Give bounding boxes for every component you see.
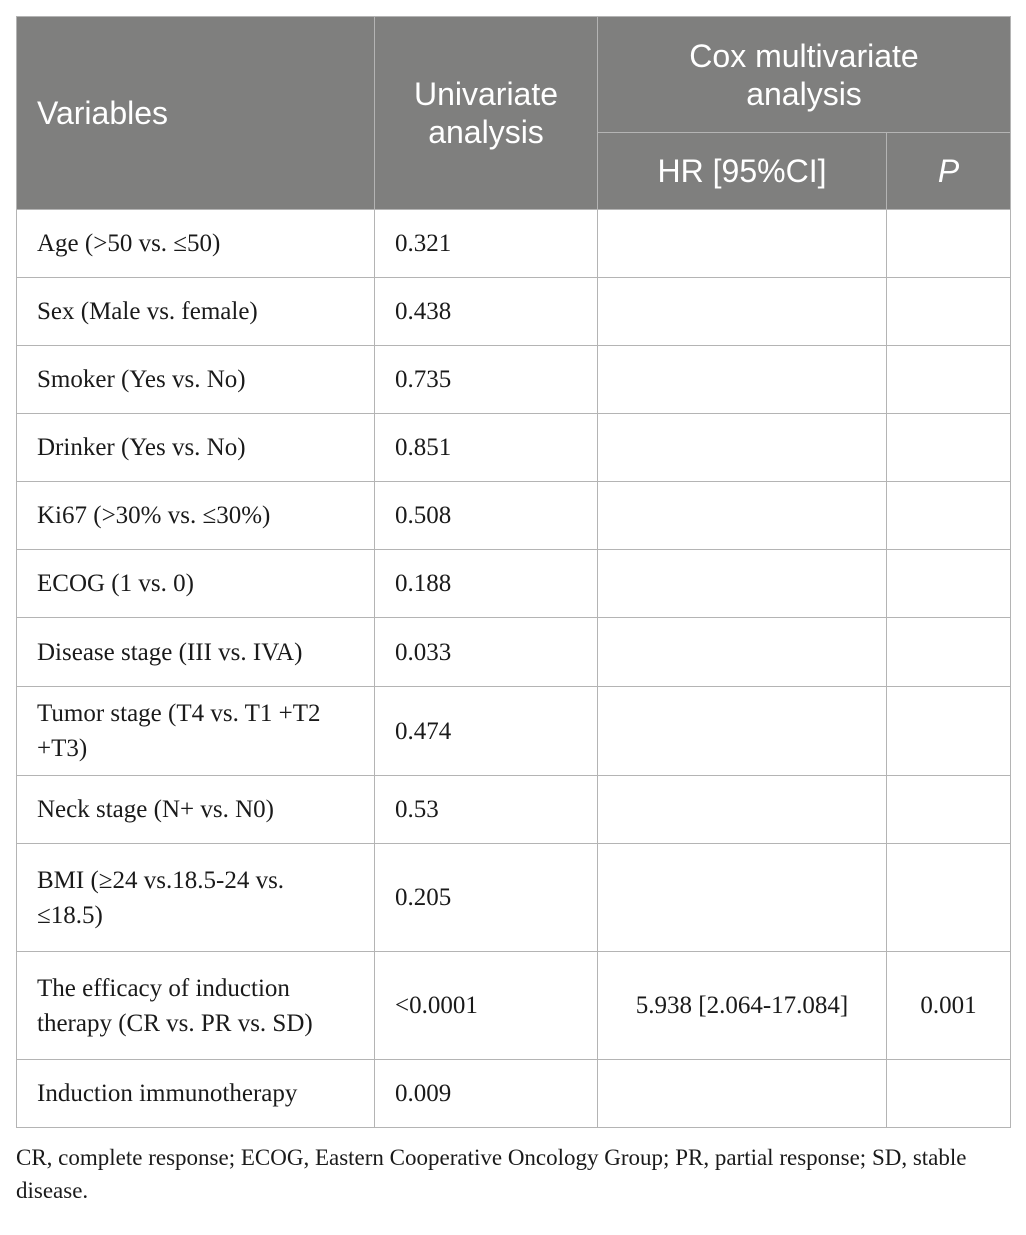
cell-hr xyxy=(598,618,887,687)
header-hr: HR [95%CI] xyxy=(598,133,887,210)
cell-p xyxy=(887,687,1011,776)
cell-variable: Tumor stage (T4 vs. T1 +T2 +T3) xyxy=(17,687,375,776)
cell-variable: The efficacy of induction therapy (CR vs. PR vs. SD) xyxy=(17,952,375,1060)
cell-hr xyxy=(598,1060,887,1128)
cell-variable: Induction immunotherapy xyxy=(17,1060,375,1128)
cell-univariate: 0.009 xyxy=(375,1060,598,1128)
header-cox xyxy=(598,17,1011,133)
cell-p xyxy=(887,776,1011,844)
cell-univariate: 0.851 xyxy=(375,414,598,482)
table-row xyxy=(17,210,1011,278)
cell-hr xyxy=(598,346,887,414)
cell-hr xyxy=(598,550,887,618)
cell-variable: Sex (Male vs. female) xyxy=(17,278,375,346)
table-footnote: CR, complete response; ECOG, Eastern Cooperative Oncology Group; PR, partial response; SD, stable disease. xyxy=(16,1145,967,1203)
cell-p xyxy=(887,550,1011,618)
cell-univariate: 0.735 xyxy=(375,346,598,414)
cell-p xyxy=(887,618,1011,687)
cell-hr xyxy=(598,844,887,952)
cell-variable: Ki67 (>30% vs. ≤30%) xyxy=(17,482,375,550)
cell-hr xyxy=(598,414,887,482)
table-container xyxy=(16,16,1010,1207)
header-univariate-label: Univariate analysis xyxy=(413,76,559,150)
header-cox-label: Cox multivariate analysis xyxy=(689,37,919,112)
cell-hr xyxy=(598,776,887,844)
table-row xyxy=(17,346,1011,414)
cell-univariate: 0.474 xyxy=(375,687,598,776)
header-variables: Variables xyxy=(17,17,375,210)
cell-variable: ECOG (1 vs. 0) xyxy=(17,550,375,618)
cell-variable: Disease stage (III vs. IVA) xyxy=(17,618,375,687)
header-univariate xyxy=(375,17,598,210)
cell-hr: 5.938 [2.064-17.084] xyxy=(598,952,887,1060)
cell-variable: Neck stage (N+ vs. N0) xyxy=(17,776,375,844)
cell-p xyxy=(887,844,1011,952)
table-row xyxy=(17,687,1011,776)
cell-univariate: <0.0001 xyxy=(375,952,598,1060)
table-row xyxy=(17,414,1011,482)
cell-hr xyxy=(598,278,887,346)
cell-variable: BMI (≥24 vs.18.5-24 vs. ≤18.5) xyxy=(17,844,375,952)
cell-p xyxy=(887,482,1011,550)
cell-hr xyxy=(598,482,887,550)
cell-p xyxy=(887,346,1011,414)
cell-hr xyxy=(598,210,887,278)
cell-hr xyxy=(598,687,887,776)
cell-p: 0.001 xyxy=(887,952,1011,1060)
cell-variable: Drinker (Yes vs. No) xyxy=(17,414,375,482)
cell-p xyxy=(887,414,1011,482)
table-row xyxy=(17,550,1011,618)
header-row xyxy=(17,17,1011,133)
cell-univariate: 0.321 xyxy=(375,210,598,278)
table-row xyxy=(17,278,1011,346)
table-row xyxy=(17,776,1011,844)
results-table xyxy=(16,16,1011,1128)
cell-variable: Smoker (Yes vs. No) xyxy=(17,346,375,414)
cell-p xyxy=(887,278,1011,346)
table-body xyxy=(17,210,1011,1128)
cell-univariate: 0.188 xyxy=(375,550,598,618)
table-row xyxy=(17,618,1011,687)
cell-univariate: 0.53 xyxy=(375,776,598,844)
cell-univariate: 0.033 xyxy=(375,618,598,687)
cell-variable: Age (>50 vs. ≤50) xyxy=(17,210,375,278)
cell-p xyxy=(887,210,1011,278)
cell-univariate: 0.508 xyxy=(375,482,598,550)
table-row xyxy=(17,1060,1011,1128)
header-p: P xyxy=(887,133,1011,210)
table-row xyxy=(17,482,1011,550)
cell-univariate: 0.205 xyxy=(375,844,598,952)
table-row xyxy=(17,952,1011,1060)
table-row xyxy=(17,844,1011,952)
cell-univariate: 0.438 xyxy=(375,278,598,346)
cell-p xyxy=(887,1060,1011,1128)
